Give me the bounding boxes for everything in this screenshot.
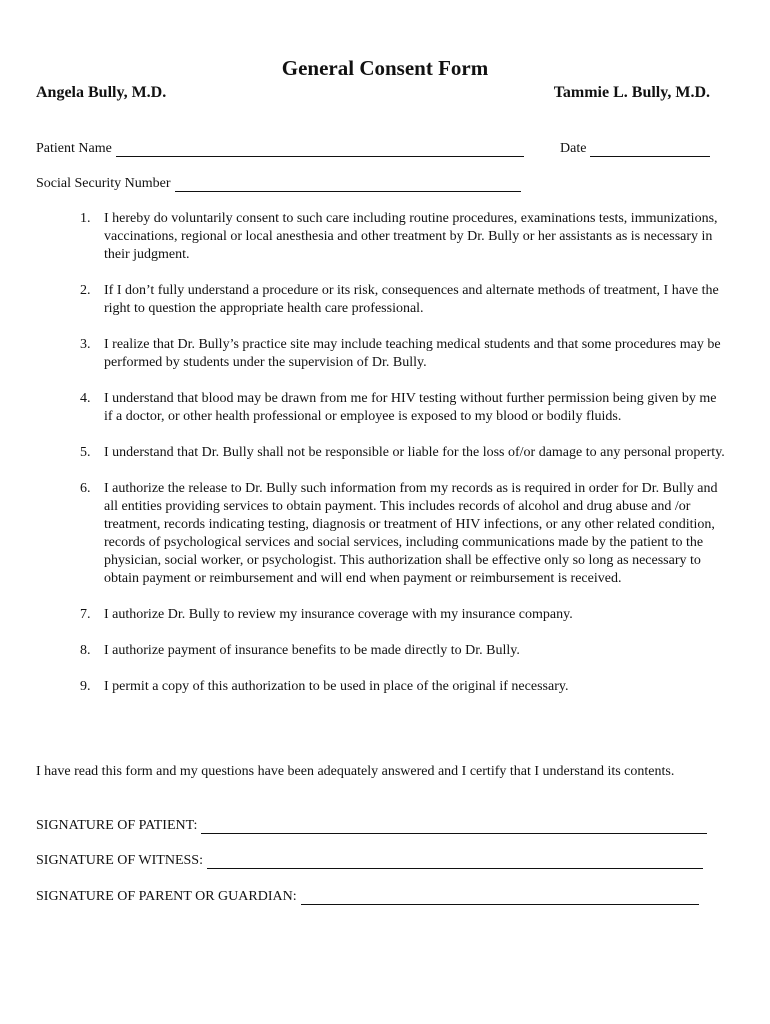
item-number: 6. [80, 481, 91, 496]
ssn-row [36, 176, 521, 192]
item-number: 1. [80, 211, 91, 226]
certification-statement: I have read this form and my questions have been adequately answered and I certify that I understand its contents. [36, 764, 675, 779]
item-number: 2. [80, 283, 91, 298]
consent-item [80, 480, 728, 588]
item-number: 8. [80, 643, 91, 658]
item-number: 9. [80, 679, 91, 694]
patient-signature-label: SIGNATURE OF PATIENT: [36, 818, 198, 833]
date-row [560, 141, 710, 157]
item-text: I authorize the release to Dr. Bully such information from my records as is required in order for Dr. Bully and all entities providing services to obtain payment. This includes records of alcohol and drug abuse and /or treatment, records indicating testing, diagnosis or treatment of HIV infections, or any other related condition, records of psychological services and social services, including communications made by the patient to the physician, social worker, or psychologist. This authorization shall be effective only so long as necessary to obtain payment or reimbursement and will end when payment or reimbursement is received. [104, 481, 718, 586]
patient-signature-row [36, 818, 707, 834]
consent-items [80, 210, 728, 714]
consent-item [80, 282, 728, 318]
guardian-signature-field[interactable] [301, 892, 699, 905]
witness-signature-label: SIGNATURE OF WITNESS: [36, 853, 203, 868]
consent-item [80, 210, 728, 264]
patient-name-label: Patient Name [36, 141, 112, 156]
item-text: I understand that Dr. Bully shall not be responsible or liable for the loss of/or damage to any personal property. [104, 445, 725, 460]
witness-signature-row [36, 853, 703, 869]
item-number: 4. [80, 391, 91, 406]
consent-item [80, 606, 728, 624]
ssn-label: Social Security Number [36, 176, 171, 191]
guardian-signature-label: SIGNATURE OF PARENT OR GUARDIAN: [36, 889, 297, 904]
doctor-name-right: Tammie L. Bully, M.D. [553, 84, 710, 101]
date-field[interactable] [590, 144, 710, 157]
consent-item [80, 678, 728, 696]
item-text: I realize that Dr. Bully’s practice site may include teaching medical students and that some procedures may be performed by students under the supervision of Dr. Bully. [104, 337, 721, 370]
consent-item [80, 642, 728, 660]
item-text: I understand that blood may be drawn from me for HIV testing without further permission being given by me if a doctor, or other health professional or employee is exposed to my blood or bodily fluids. [104, 391, 717, 424]
patient-signature-field[interactable] [201, 821, 707, 834]
consent-item [80, 444, 728, 462]
guardian-signature-row [36, 889, 699, 905]
ssn-field[interactable] [175, 179, 521, 192]
form-title: General Consent Form [281, 56, 489, 80]
witness-signature-field[interactable] [207, 856, 703, 869]
date-label: Date [560, 141, 587, 156]
item-text: I permit a copy of this authorization to be used in place of the original if necessary. [104, 679, 569, 694]
patient-name-row [36, 141, 524, 157]
doctor-name-left: Angela Bully, M.D. [36, 84, 167, 101]
item-text: I authorize payment of insurance benefits to be made directly to Dr. Bully. [104, 643, 520, 658]
item-text: If I don’t fully understand a procedure or its risk, consequences and alternate methods of treatment, I have the right to question the appropriate health care professional. [104, 283, 719, 316]
item-number: 5. [80, 445, 91, 460]
item-number: 3. [80, 337, 91, 352]
patient-name-field[interactable] [116, 144, 524, 157]
consent-item [80, 336, 728, 372]
consent-item [80, 390, 728, 426]
item-text: I authorize Dr. Bully to review my insurance coverage with my insurance company. [104, 607, 573, 622]
item-text: I hereby do voluntarily consent to such care including routine procedures, examinations tests, immunizations, vaccinations, regional or local anesthesia and other treatment by Dr. Bully or her assistants as is necessary in their judgment. [104, 211, 718, 262]
item-number: 7. [80, 607, 91, 622]
